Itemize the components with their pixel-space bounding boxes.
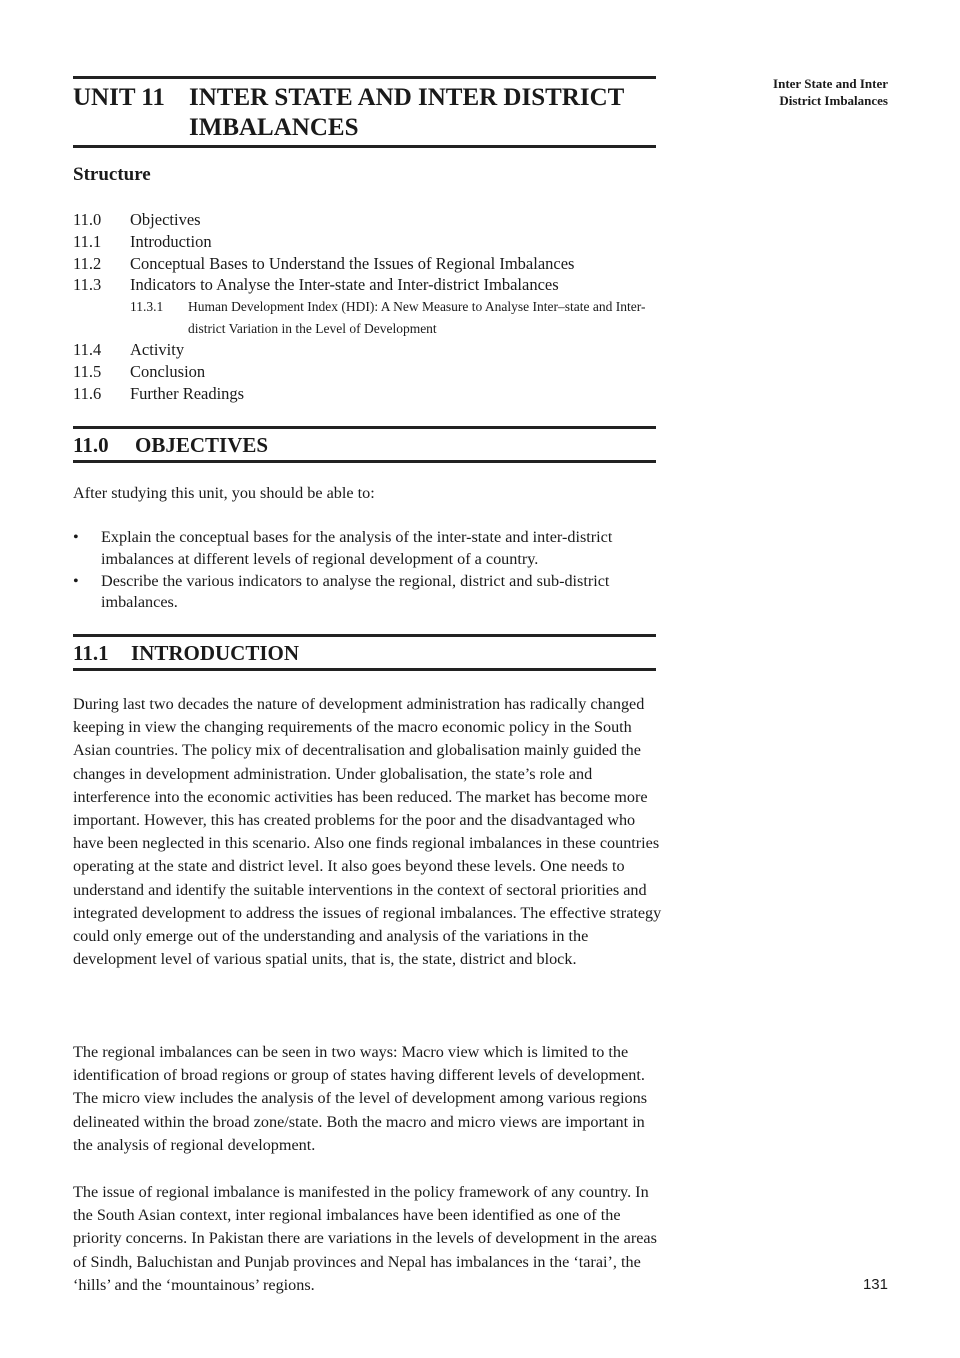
paragraph: The issue of regional imbalance is manifested in the policy framework of any country. In the South Asian context, inter regional imbalances have been identified as one of the priority concerns. In Pakistan there are variations in the levels of development in the areas of Sindh, Baluchistan and Punjab provinces and Nepal has imbalances in the ‘tarai’, the ‘hills’ and the ‘mountainous’ regions. <box>73 1183 657 1294</box>
bullet-icon <box>73 571 101 615</box>
toc-number: 11.5 <box>73 361 102 381</box>
toc-item[interactable] <box>73 231 673 253</box>
toc-item[interactable] <box>73 253 673 275</box>
paragraph: During last two decades the nature of development administration has radically changed keeping in view the changing requirements of the macro economic policy in the South Asian countries. The policy mix of decentralisation and globalisation mainly guided the changes in development administration. Under globalisation, the state’s role and interference into the economic activities has been reduced. The market has become more important. However, this has created problems for the poor and the disadvantaged who have been neglected in this scenario. Also one finds regional imbalances in these countries operating at the state and district level. It also goes beyond these levels. One needs to understand and identify the suitable interventions in the context of sectoral priorities and integrated development to address the issues of regional imbalances. The effective strategy could only emerge out of the understanding and analysis of the variations in the development level of various spatial units, that is, the state, district and block. <box>73 695 662 969</box>
unit-title: INTER STATE AND INTER DISTRICT IMBALANCES <box>189 84 624 141</box>
toc-label: Further Readings <box>130 383 245 403</box>
toc-item[interactable] <box>73 209 673 231</box>
toc-number: 11.3 <box>73 275 102 295</box>
table-of-contents <box>73 209 673 405</box>
toc-label: Objectives <box>130 210 201 229</box>
toc-label: Introduction <box>130 231 212 251</box>
running-head: Inter State and Inter District Imbalances <box>773 76 888 108</box>
toc-label: Indicators to Analyse the Inter-state and Inter-district Imbalances <box>130 275 559 295</box>
bullet-icon <box>73 527 101 571</box>
toc-number: 11.2 <box>73 253 102 273</box>
toc-sub-item[interactable] <box>73 296 673 339</box>
toc-sub-label: Human Development Index (HDI): A New Measure to Analyse Inter–state and Inter-district Variation in the Level of Development <box>188 299 646 336</box>
toc-number: 11.1 <box>73 231 102 251</box>
toc-item[interactable] <box>73 383 673 405</box>
section-title: OBJECTIVES <box>135 433 269 457</box>
objectives-list <box>73 527 653 614</box>
section-heading-introduction <box>73 634 656 671</box>
unit-header <box>73 76 656 148</box>
list-item-text: Describe the various indicators to analyse the regional, district and sub-district imbalances. <box>101 571 610 612</box>
toc-item[interactable] <box>73 361 673 383</box>
section-number: 11.0 <box>73 433 109 457</box>
toc-number: 11.4 <box>73 340 102 360</box>
structure-heading: Structure <box>73 164 151 185</box>
toc-item[interactable] <box>73 274 673 296</box>
paragraph: The regional imbalances can be seen in two ways: Macro view which is limited to the identification of broad regions or group of states having different levels of development. The micro view includes the analysis of the level of development among various regions delineated within the broad zone/state. Both the macro and micro views are important in the analysis of regional development. <box>73 1043 648 1154</box>
list-item-text: Explain the conceptual bases for the analysis of the inter-state and inter-district imbalances at different levels of regional development of a country. <box>101 528 613 568</box>
toc-item[interactable] <box>73 339 673 361</box>
toc-label: Activity <box>130 340 185 360</box>
toc-number: 11.0 <box>73 210 102 229</box>
toc-label: Conceptual Bases to Understand the Issues of Regional Imbalances <box>130 253 575 273</box>
list-item <box>73 571 653 615</box>
page-number: 131 <box>862 1276 888 1293</box>
unit-number: UNIT 11 <box>73 84 165 111</box>
list-item <box>73 527 653 571</box>
toc-sub-number: 11.3.1 <box>130 299 164 315</box>
toc-label: Conclusion <box>130 361 206 381</box>
section-heading-objectives <box>73 426 656 463</box>
objectives-intro: After studying this unit, you should be able to: <box>73 484 375 502</box>
section-number: 11.1 <box>73 641 109 665</box>
toc-number: 11.6 <box>73 383 102 403</box>
section-title: INTRODUCTION <box>131 641 300 665</box>
